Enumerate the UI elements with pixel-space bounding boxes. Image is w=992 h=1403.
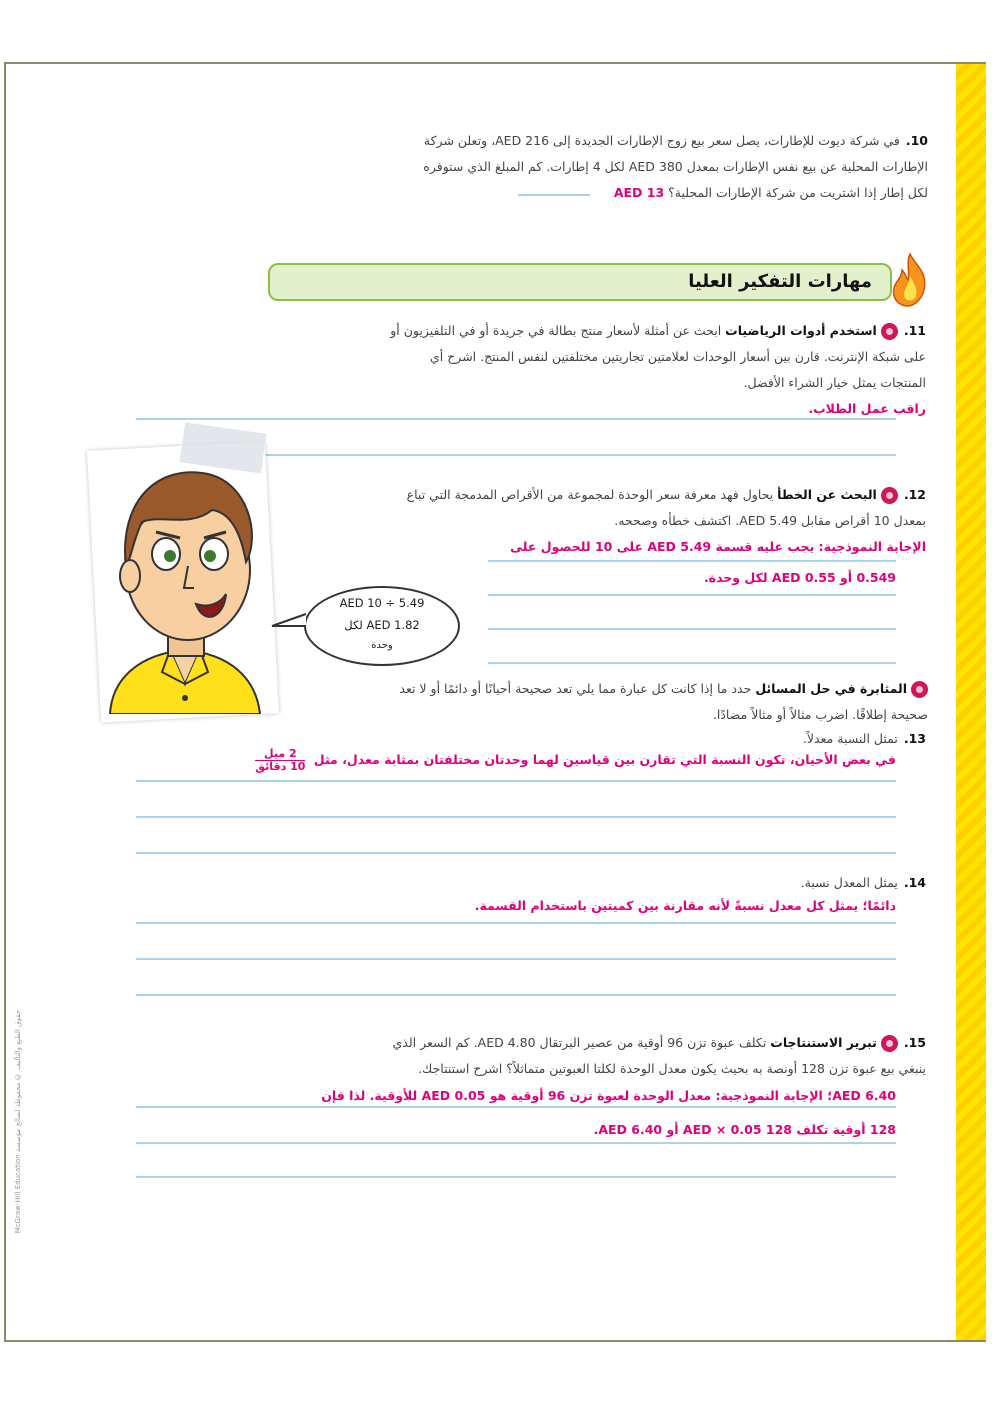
speech-bubble <box>304 586 460 666</box>
answer: AED 13 <box>613 185 665 200</box>
practice-label: تبرير الاستنتاجات <box>770 1035 877 1050</box>
question-number: 13. <box>903 731 926 746</box>
answer-line <box>136 852 896 854</box>
bubble-line: AED 1.82 لكل <box>344 618 420 632</box>
answer-line <box>488 594 896 596</box>
practice-label: استخدم أدوات الرياضيات <box>725 323 877 338</box>
question-text: على شبكة الإنترنت. قارن بين أسعار الوحدات لعلامتين تجاريتين مختلفتين لنفس المنتج. اشرح أي <box>430 349 926 364</box>
hot-problem-icon <box>911 681 928 698</box>
question-14 <box>426 870 926 896</box>
question-text: تمثل النسبة معدلاً. <box>802 731 898 746</box>
hot-problem-icon <box>881 323 898 340</box>
question-11 <box>306 318 926 422</box>
answer <box>236 748 896 773</box>
answer-line <box>136 1142 896 1144</box>
boy-character <box>100 458 270 714</box>
answer: 128 أوقية تكلف 128 AED × 0.05 أو AED 6.40. <box>593 1122 896 1137</box>
speech-bubble-tail <box>270 612 310 632</box>
practice-label: البحث عن الخطأ <box>777 487 877 502</box>
question-text: ابحث عن أمثلة لأسعار منتج بطالة في جريدة أو في التلفيزيون أو <box>390 323 722 338</box>
answer: الإجابة النموذجية: يجب عليه قسمة AED 5.49 على 10 للحصول على <box>510 539 926 554</box>
persevere-instructions <box>328 676 928 728</box>
answer-line <box>136 922 896 924</box>
question-text: المنتجات يمثل خيار الشراء الأفضل. <box>743 375 926 390</box>
answer-line <box>136 994 896 996</box>
side-credit: McGraw-Hill Education حقوق الطبع والتأليف © محفوظة لصالح مؤسسة <box>14 1010 22 1234</box>
answer: دائمًا؛ يمثل كل معدل نسبةً لأنه مقارنة بين كميتين باستخدام القسمة. <box>474 898 896 913</box>
question-number: 14. <box>903 875 926 890</box>
question-text: الإطارات المحلية عن بيع نفس الإطارات بمعدل AED 380 لكل 4 إطارات. كم المبلغ الذي ستوفره <box>423 159 928 174</box>
hot-problem-icon <box>881 1035 898 1052</box>
answer-text: في بعض الأحيان، تكون النسبة التي تقارن بين قياسين لهما وحدتان مختلفتان بمثابة معدل، مثل <box>313 752 896 767</box>
decorative-side-stripe <box>956 64 986 1340</box>
answer-line <box>488 628 896 630</box>
question-text: بمعدل 10 أقراص مقابل AED 5.49. اكتشف خطأه وصححه. <box>614 513 926 528</box>
fraction-numerator: 2 ميل <box>255 748 305 761</box>
bubble-line: AED 10 ÷ 5.49 <box>339 596 425 610</box>
question-text: ينبغي بيع عبوة تزن 128 أونصة به بحيث يكون معدل الوحدة لكلتا العبوتين متماثلاً؟ اشرح استنتاجك. <box>418 1061 926 1076</box>
section-title: مهارات التفكير العليا <box>688 271 872 292</box>
question-text: تكلف عبوة تزن 96 أوقية من عصير البرتقال AED 4.80. كم السعر الذي <box>392 1035 767 1050</box>
question-text: يحاول فهد معرفة سعر الوحدة لمجموعة من الأقراص المدمجة التي تباع <box>406 487 774 502</box>
question-text: يمثل المعدل نسبة. <box>800 875 898 890</box>
hot-problem-icon <box>881 487 898 504</box>
answer-line <box>488 560 896 562</box>
question-text: صحيحة إطلاقًا. اضرب مثالاً أو مثالاً مضادًا. <box>712 707 928 722</box>
question-12 <box>326 482 926 560</box>
question-text: في شركة ديوت للإطارات، يصل سعر بيع زوج الإطارات الجديدة إلى AED 216، وتعلن شركة <box>423 133 900 148</box>
answer: AED 6.40؛ الإجابة النموذجية: معدل الوحدة لعبوة تزن 96 أوقية هو AED 0.05 للأوقية. لذا فإن <box>321 1088 896 1103</box>
fraction <box>255 748 305 773</box>
question-number: 15. <box>903 1035 926 1050</box>
question-15 <box>306 1030 926 1082</box>
answer-line <box>136 1176 896 1178</box>
bubble-line: وحدة <box>371 640 393 651</box>
answer-line <box>136 780 896 782</box>
answer-line <box>136 418 896 420</box>
answer-line <box>488 662 896 664</box>
question-text: لكل إطار إذا اشتريت من شركة الإطارات المحلية؟ <box>668 185 928 200</box>
question-number: 11. <box>903 323 926 338</box>
answer-line <box>136 1106 896 1108</box>
question-number: 12. <box>903 487 926 502</box>
fraction-denominator: 10 دقائق <box>255 760 306 773</box>
answer-line <box>518 194 590 196</box>
answer-line <box>136 958 896 960</box>
section-banner <box>268 263 892 301</box>
flame-icon <box>890 252 930 308</box>
question-text: حدد ما إذا كانت كل عبارة مما يلي تعد صحيحة أحيانًا أو دائمًا أو لا تعد <box>399 681 752 696</box>
answer: 0.549 أو AED 0.55 لكل وحدة. <box>703 570 896 585</box>
practice-label: المثابرة في حل المسائل <box>755 681 907 696</box>
answer: راقب عمل الطلاب. <box>808 401 926 416</box>
answer-line <box>136 816 896 818</box>
question-number: 10. <box>905 133 928 148</box>
